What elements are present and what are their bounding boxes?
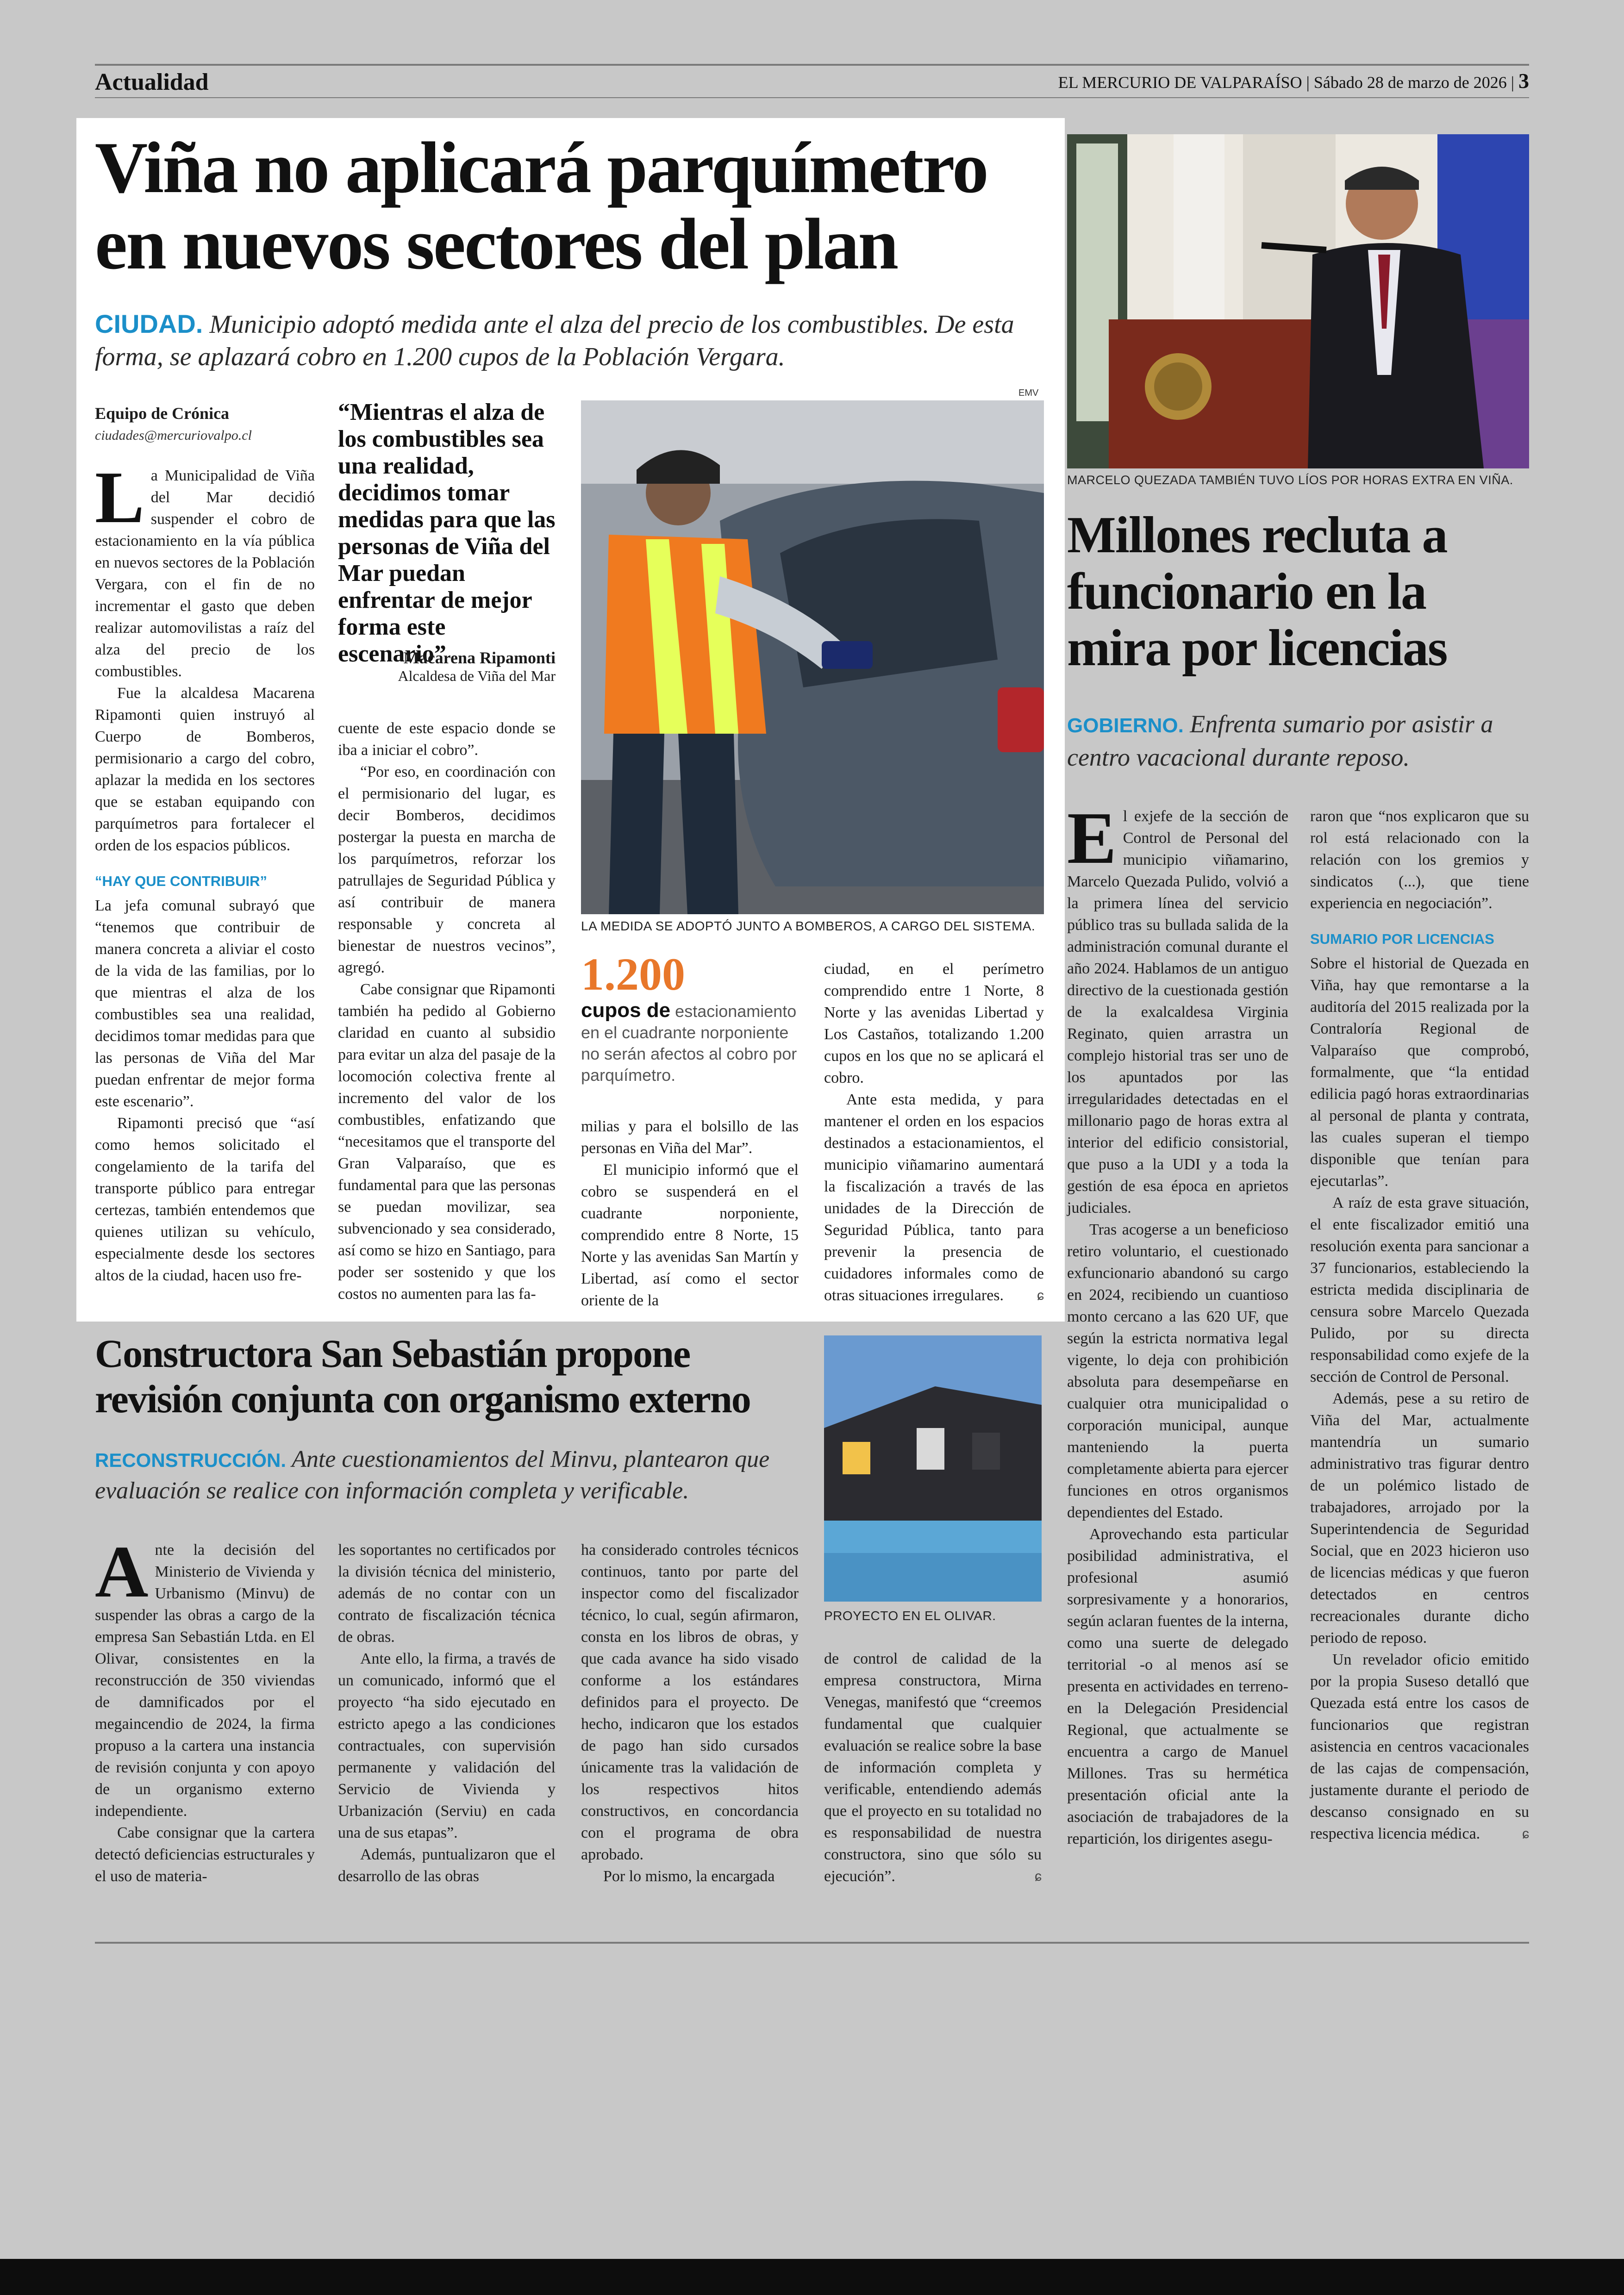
- bottom-bar: [0, 2259, 1624, 2295]
- bottom-headline: [95, 1331, 826, 1422]
- main-headline-line2: en nuevos sectores del plan: [95, 204, 898, 285]
- bottom-col2-p3: Además, puntualizaron que el desarrollo de las obras: [338, 1846, 556, 1885]
- main-column-4: [824, 958, 1044, 1306]
- main-col1-p1: [95, 456, 315, 682]
- side-col1-p1-text: l exjefe de la sección de Control de Personal del municipio viñamarino, Marcelo Quezada Pulido, volvió a la primera línea del servicio público tras su bullada salida de la administración comunal durante el año 2024. Hablamos de un antiguo directivo de la cuestionada gestión de la exalcaldesa Virginia Reginato, quien arrastra un complejo historial tras ser uno de los apuntados por las irregularidades detectadas en el millonario pago de horas extra al interior del edificio consistorial, que puso a la UDI y a toda la gestión de esa época en aprietos judiciales.: [1067, 808, 1288, 1216]
- side-deck-text: Enfrenta sumario por asistir a centro vacacional durante reposo.: [1067, 710, 1493, 771]
- side-col2-p5-text: Un revelador oficio emitido por la propia Suseso detalló que Quezada está entre los casos de funcionarios que registran asistencia en centros vacacionales de las cajas de compensación, justamente durante el periodo de descanso consignado en su respectiva licencia médica.: [1310, 1651, 1529, 1842]
- bottom-photo: [824, 1335, 1042, 1602]
- main-col1-p1-text: a Municipalidad de Viña del Mar decidió suspender el cobro de estacionamiento en la vía pública en nuevos sectores de la Población Vergara, con el fin de no incrementar el gasto que deben realizar automovilistas a raíz del alza del precio de los combustibles.: [95, 467, 315, 680]
- main-column-1: [95, 403, 315, 1286]
- main-deck-text: Municipio adoptó medida ante el alza del precio de los combustibles. De esta forma, se aplazará cobro en 1.200 cupos de la Población Vergara.: [95, 310, 1014, 371]
- side-col2-p2: Sobre el historial de Quezada en Viña, hay que remontarse a la auditoría del 2015 realizada por la Contraloría Regional de Valparaíso que comprobó, formalmente, que “la entidad edilicia pagó horas extraordinarias al personal de planta y contrata, las cuales superan el tiempo disponible que tenían para ejecutarlas”.: [1310, 955, 1529, 1190]
- bottom-col1-p2: Cabe consignar que la cartera detectó deficiencias estructurales y el uso de materia-: [95, 1824, 315, 1885]
- stat-bold: cupos de: [581, 999, 671, 1022]
- side-col1-p1: [1067, 797, 1288, 1219]
- paper-name: EL MERCURIO DE VALPARAÍSO: [1058, 73, 1302, 92]
- speaker-at-podium-photo: [1067, 134, 1529, 468]
- main-col1-p2: Fue la alcaldesa Macarena Ripamonti quien instruyó al Cuerpo de Bomberos, permisionario a cargo del cobro, aplazar la medida en los sectores que se estaban equipando con parquímetros para fortalecer el orden de los espacios públicos.: [95, 685, 315, 854]
- quote-author-name: Macarena Ripamonti: [403, 649, 556, 667]
- main-subhead: “HAY QUE CONTRIBUIR”: [95, 873, 268, 889]
- pull-quote-attribution: [338, 648, 556, 685]
- bottom-deck: [95, 1444, 808, 1506]
- stat-number: 1.200: [581, 948, 685, 1000]
- side-col2-p5: [1310, 1649, 1529, 1845]
- stat-description: estacionamiento en el cuadrante norponiente no serán afectos al cobro por parquímetro.: [581, 1002, 797, 1085]
- bottom-col4-p1-text: de control de calidad de la empresa constructora, Mirna Venegas, manifestó que “creemos fundamental que cualquier evaluación se realice sobre la base de información completa y verificable, entendiendo además que el proyecto en su totalidad no es responsabilidad de nuestra constructora, sino que sólo su ejecución”.: [824, 1650, 1042, 1885]
- side-photo-caption: MARCELO QUEZADA TAMBIÉN TUVO LÍOS POR HORAS EXTRA EN VIÑA.: [1067, 473, 1513, 487]
- main-headline-line1: Viña no aplicará parquímetro: [95, 127, 987, 208]
- side-headline-line3: mira por licencias: [1067, 619, 1447, 677]
- quote-author-role: Alcaldesa de Viña del Mar: [398, 667, 556, 684]
- side-kicker: GOBIERNO.: [1067, 714, 1184, 737]
- side-headline: [1067, 507, 1529, 676]
- main-col1-p3: La jefa comunal subrayó que “tenemos que contribuir de manera concreta a aliviar el costo de la vida de las familias, por lo que mientras el alza de los combustibles sea una realidad, decidimos tomar medidas para que las personas de Viña del Mar puedan enfrentar de mejor forma este escenario”.: [95, 897, 315, 1110]
- byline-email: ciudades@mercuriovalpo.cl: [95, 428, 252, 443]
- bottom-col4-p1: [824, 1648, 1042, 1887]
- pull-quote: “Mientras el alza de los combustibles sea una realidad, decidimos tomar medidas para que las personas de Viña del Mar puedan enfrentar de mejor forma este escenario”: [338, 399, 556, 667]
- parking-attendant-photo: [581, 400, 1044, 914]
- footer-rule: [95, 1942, 1529, 1944]
- issue-date: Sábado 28 de marzo de 2026: [1313, 73, 1507, 92]
- bottom-column-3: [581, 1539, 799, 1887]
- main-dropcap: L: [95, 456, 144, 538]
- bottom-column-4: [824, 1648, 1042, 1887]
- main-col2-p1: cuente de este espacio donde se iba a iniciar el cobro”.: [338, 720, 556, 759]
- bottom-headline-line1: Constructora San Sebastián propone: [95, 1331, 690, 1376]
- main-col3-p2: El municipio informó que el cobro se suspenderá en el cuadrante norponiente, comprendido entre 8 Norte, 15 Norte y las avenidas San Martín y Libertad, así como el sector oriente de la: [581, 1161, 799, 1309]
- bottom-dropcap: A: [95, 1530, 149, 1613]
- end-mark-icon: ɕ: [1522, 1826, 1529, 1841]
- folio: EL MERCURIO DE VALPARAÍSO | Sábado 28 de marzo de 2026 | 3: [1058, 69, 1529, 93]
- side-headline-line1: Millones recluta a: [1067, 506, 1447, 564]
- side-col2-p1: raron que “nos explicaron que su rol está relacionado con la relación con los gremios y sindicatos (...), que tiene experiencia en negociación”.: [1310, 808, 1529, 912]
- byline-name: Equipo de Crónica: [95, 404, 230, 423]
- bottom-col1-p1: [95, 1530, 315, 1822]
- header-top-rule: [95, 64, 1529, 66]
- bottom-col2-p1: les soportantes no certificados por la división técnica del ministerio, además de no contar con un contrato de fiscalización técnica de obras.: [338, 1541, 556, 1646]
- end-mark-icon: ɕ: [1037, 1288, 1044, 1303]
- bottom-photo-caption: PROYECTO EN EL OLIVAR.: [824, 1609, 996, 1623]
- main-headline: [95, 127, 1058, 285]
- main-column-2: [338, 717, 556, 1305]
- bottom-col3-p2: Por lo mismo, la encargada: [603, 1868, 775, 1885]
- main-photo: [581, 400, 1044, 914]
- stat-text: [581, 1000, 799, 1086]
- main-column-3: [581, 1116, 799, 1311]
- side-col2-p4: Además, pese a su retiro de Viña del Mar, actualmente mantendría un sumario administrativo tras figurar dentro de un polémico listado de trabajadores, arrojado por la Superintendencia de Seguridad Social, que en 2023 hicieron uso de licencias médicas y que fueron detectados en centros recreacionales durante dicho periodo de reposo.: [1310, 1390, 1529, 1646]
- bottom-headline-line2: revisión conjunta con organismo externo: [95, 1377, 750, 1421]
- bottom-col2-p2: Ante ello, la firma, a través de un comunicado, informó que el proyecto “ha sido ejecutado en estricto apego a las condiciones contractuales, con supervisión permanente y validación del Servicio de Vivienda y Urbanización (Serviu) en cada una de sus etapas”.: [338, 1650, 556, 1841]
- side-photo: [1067, 134, 1529, 468]
- main-col4-p1: ciudad, en el perímetro comprendido entre 1 Norte, 8 Norte y las avenidas Libertad y Los Castaños, totalizando 1.200 cupos en los que no se aplicará el cobro.: [824, 960, 1044, 1086]
- side-column-2: [1310, 805, 1529, 1845]
- header-bottom-rule: [95, 97, 1529, 98]
- bottom-kicker: RECONSTRUCCIÓN.: [95, 1449, 287, 1471]
- bottom-col1-p1-text: nte la decisión del Ministerio de Vivienda y Urbanismo (Minvu) de suspender las obras a cargo de la empresa San Sebastián Ltda. en El Olivar, consistentes en la reconstrucción de 350 viviendas de damnificados por el megaincendio de 2024, la firma propuso a la cartera una instancia de revisión conjunta y con apoyo de un organismo externo independiente.: [95, 1541, 315, 1820]
- page-number: 3: [1518, 69, 1529, 93]
- section-label: Actualidad: [95, 69, 209, 95]
- side-col1-p2: Tras acogerse a un beneficioso retiro voluntario, el cuestionado exfuncionario abandonó su cargo en 2024, recibiendo un cuantioso monto cercano a las 620 UF, que según la estricta normativa legal vigente, lo deja con prohibición absoluta para desempeñarse en cualquier otra municipalidad o corporación municipal, aunque manteniendo la puerta completamente abierta para ejercer funciones en otros organismos dependientes del Estado.: [1067, 1221, 1288, 1521]
- main-kicker: CIUDAD.: [95, 309, 203, 338]
- side-headline-line2: funcionario en la: [1067, 563, 1426, 620]
- main-col1-p4: Ripamonti precisó que “así como hemos solicitado el congelamiento de la tarifa del transporte público para entregar certezas, también entendemos que quienes utilizan su vehículo, especialmente desde los sectores altos de la ciudad, hacen uso fre-: [95, 1115, 315, 1284]
- main-col2-p3: Cabe consignar que Ripamonti también ha pedido al Gobierno claridad en cuanto al subsidio para evitar un alza del pasaje de la locomoción colectiva frente al incremento del valor de los combustibles, enfatizando que “necesitamos que el transporte del Gran Valparaíso, que es fundamental para que las personas se puedan movilizar, sea subvencionado y sea considerado, así como se hizo en Santiago, para poder ser sostenido y que los costos no aumenten para las fa-: [338, 981, 556, 1303]
- end-mark-icon: ɕ: [1035, 1869, 1042, 1884]
- side-col2-p3: A raíz de esta grave situación, el ente fiscalizador emitió una resolución exenta para sancionar a 37 funcionarios, estableciendo la estricta medida disciplinaria de censura sobre Marcelo Quezada Pulido, por su directa responsabilidad como exjefe de la sección de Control de Personal.: [1310, 1194, 1529, 1385]
- main-deck: [95, 308, 1058, 373]
- side-deck: [1067, 708, 1529, 773]
- side-column-1: [1067, 797, 1288, 1850]
- construction-project-photo: [824, 1335, 1042, 1602]
- main-col2-p2: “Por eso, en coordinación con el permisionario del lugar, es decir Bomberos, decidimos postergar la puesta en marcha de los parquímetros, reforzar los patrullajes de Seguridad Pública y así contribuir de manera responsable y concreta al bienestar de nuestros vecinos”, agregó.: [338, 763, 556, 976]
- side-subhead: SUMARIO POR LICENCIAS: [1310, 931, 1494, 947]
- main-col3-p1: milias y para el bolsillo de las personas en Viña del Mar”.: [581, 1118, 799, 1157]
- side-col1-p3: Aprovechando esta particular posibilidad administrativa, el profesional asumió sorpresivamente y a honorarios, según aclaran fuentes de la interna, como una suerte de delegado territorial -o al menos así se presenta en actividades en terreno- en la Delegación Presidencial Regional, que actualmente se encuentra a cargo de Manuel Millones. Tras su hermética presentación oficial ante la asociación de trabajadores de la repartición, los dirigentes asegu-: [1067, 1526, 1288, 1847]
- bottom-deck-text: Ante cuestionamientos del Minvu, plantearon que evaluación se realice con información completa y verificable.: [95, 1446, 770, 1504]
- side-dropcap: E: [1067, 797, 1117, 879]
- bottom-column-2: [338, 1539, 556, 1887]
- main-col4-p2: [824, 1089, 1044, 1306]
- main-photo-credit: EMV: [1018, 388, 1039, 398]
- bottom-col3-p1: ha considerado controles técnicos continuos, tanto por parte del inspector como del fiscalizador técnico, lo cual, según afirmaron, consta en los libros de obras, y que cada avance ha sido visado conforme a los estándares definidos para el proyecto. De hecho, indicaron que los estados de pago han sido cursados únicamente tras la validación de los respectivos hitos constructivos, en concordancia con el programa de obra aprobado.: [581, 1541, 799, 1863]
- main-photo-caption: LA MEDIDA SE ADOPTÓ JUNTO A BOMBEROS, A CARGO DEL SISTEMA.: [581, 919, 1036, 933]
- bottom-column-1: [95, 1530, 315, 1887]
- main-col4-p2-text: Ante esta medida, y para mantener el orden en los espacios destinados a estacionamientos, el municipio viñamarino aumentará la fiscalización a través de las unidades de la Dirección de Seguridad Pública, tanto para prevenir la presencia de cuidadores informales como de otras situaciones irregulares.: [824, 1091, 1044, 1304]
